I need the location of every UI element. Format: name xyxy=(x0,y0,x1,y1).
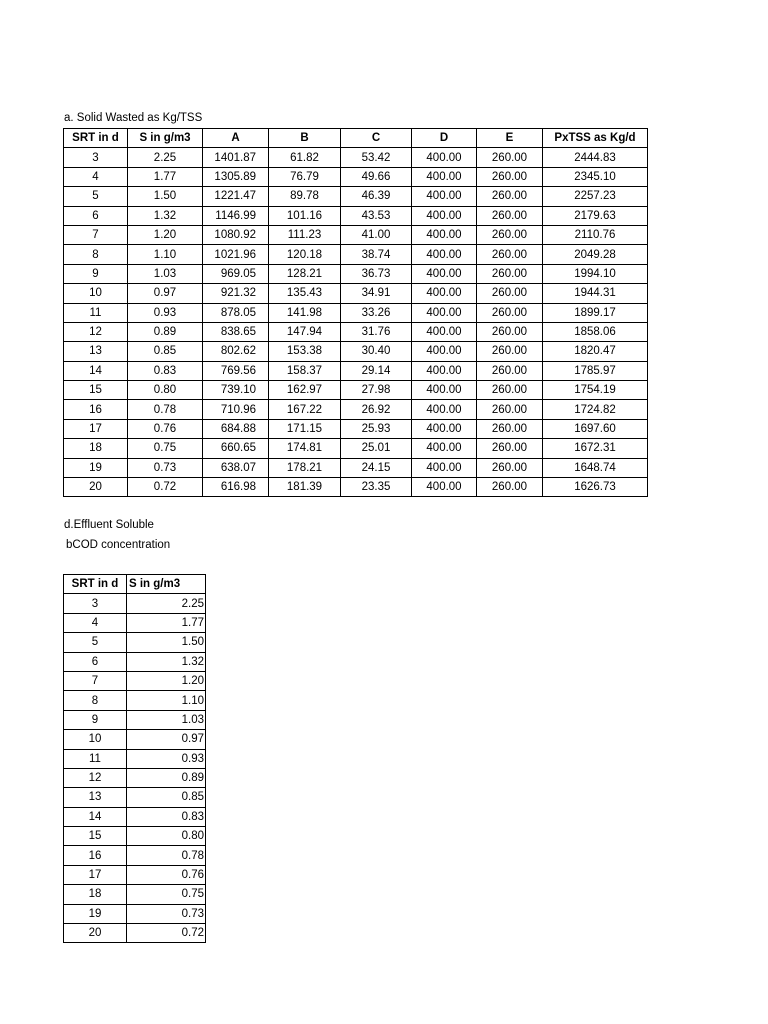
table-row xyxy=(64,652,206,671)
table-row xyxy=(64,245,648,264)
table-cell-srt: 3 xyxy=(64,594,127,613)
table-cell-e: 260.00 xyxy=(477,148,543,167)
table-cell-pxtss: 2179.63 xyxy=(543,206,648,225)
table-cell-b: 101.16 xyxy=(269,206,341,225)
table-cell-d: 400.00 xyxy=(412,478,477,497)
table-cell-c: 24.15 xyxy=(341,458,412,477)
table-cell-s: 0.89 xyxy=(128,322,203,341)
table-cell-srt: 18 xyxy=(64,439,128,458)
table-cell-d: 400.00 xyxy=(412,419,477,438)
table-cell-b: 111.23 xyxy=(269,225,341,244)
table-row xyxy=(64,361,648,380)
table-cell-a: 1305.89 xyxy=(203,167,269,186)
table-cell-s: 1.50 xyxy=(128,187,203,206)
table-cell-d: 400.00 xyxy=(412,458,477,477)
column-header-srt: SRT in d xyxy=(64,575,127,594)
table-row xyxy=(64,187,648,206)
table-cell-s: 0.85 xyxy=(127,788,206,807)
table-row xyxy=(64,303,648,322)
table-cell-s: 1.50 xyxy=(127,633,206,652)
table-cell-e: 260.00 xyxy=(477,187,543,206)
table-row xyxy=(64,788,206,807)
table-cell-a: 710.96 xyxy=(203,400,269,419)
table-cell-c: 33.26 xyxy=(341,303,412,322)
table-cell-s: 0.83 xyxy=(127,807,206,826)
column-header-srt: SRT in d xyxy=(64,129,128,148)
table-cell-srt: 14 xyxy=(64,807,127,826)
table-cell-s: 0.75 xyxy=(128,439,203,458)
table-row xyxy=(64,439,648,458)
table-cell-srt: 20 xyxy=(64,478,128,497)
table-cell-srt: 7 xyxy=(64,671,127,690)
table-cell-s: 2.25 xyxy=(128,148,203,167)
table-cell-srt: 3 xyxy=(64,148,128,167)
effluent-bcod-table xyxy=(63,574,206,943)
table-cell-pxtss: 1626.73 xyxy=(543,478,648,497)
table-cell-srt: 9 xyxy=(64,710,127,729)
table-cell-a: 1221.47 xyxy=(203,187,269,206)
column-header-e: E xyxy=(477,129,543,148)
table-cell-b: 181.39 xyxy=(269,478,341,497)
table-cell-c: 31.76 xyxy=(341,322,412,341)
table-cell-a: 969.05 xyxy=(203,264,269,283)
table-cell-a: 921.32 xyxy=(203,284,269,303)
table-cell-d: 400.00 xyxy=(412,342,477,361)
table-cell-s: 1.10 xyxy=(127,691,206,710)
table-cell-c: 46.39 xyxy=(341,187,412,206)
table-cell-s: 0.78 xyxy=(128,400,203,419)
table-row xyxy=(64,885,206,904)
table-row xyxy=(64,846,206,865)
table-row xyxy=(64,167,648,186)
table-cell-d: 400.00 xyxy=(412,381,477,400)
table-cell-d: 400.00 xyxy=(412,187,477,206)
table-cell-srt: 12 xyxy=(64,768,127,787)
table-row xyxy=(64,730,206,749)
table-cell-s: 1.10 xyxy=(128,245,203,264)
table-cell-pxtss: 1899.17 xyxy=(543,303,648,322)
table-cell-s: 0.73 xyxy=(127,904,206,923)
table-row xyxy=(64,322,648,341)
table-cell-s: 1.03 xyxy=(127,710,206,729)
table-row xyxy=(64,381,648,400)
table-cell-srt: 16 xyxy=(64,846,127,865)
table-cell-c: 27.98 xyxy=(341,381,412,400)
column-header-a: A xyxy=(203,129,269,148)
section-d-subcaption: bCOD concentration xyxy=(66,539,171,551)
table-cell-d: 400.00 xyxy=(412,400,477,419)
table-cell-s: 0.72 xyxy=(127,924,206,943)
table-cell-srt: 6 xyxy=(64,652,127,671)
table-cell-e: 260.00 xyxy=(477,167,543,186)
table-cell-c: 29.14 xyxy=(341,361,412,380)
table-cell-e: 260.00 xyxy=(477,303,543,322)
section-d-caption: d.Effluent Soluble xyxy=(64,519,154,531)
table-cell-b: 158.37 xyxy=(269,361,341,380)
table-cell-s: 0.75 xyxy=(127,885,206,904)
table-cell-srt: 12 xyxy=(64,322,128,341)
table-cell-srt: 19 xyxy=(64,904,127,923)
table-cell-srt: 18 xyxy=(64,885,127,904)
table-cell-srt: 15 xyxy=(64,827,127,846)
table-row xyxy=(64,342,648,361)
table-cell-a: 660.65 xyxy=(203,439,269,458)
table-cell-srt: 13 xyxy=(64,342,128,361)
table-row xyxy=(64,633,206,652)
table-cell-pxtss: 1754.19 xyxy=(543,381,648,400)
table-cell-d: 400.00 xyxy=(412,361,477,380)
table-cell-srt: 20 xyxy=(64,924,127,943)
table-cell-e: 260.00 xyxy=(477,458,543,477)
table-cell-srt: 15 xyxy=(64,381,128,400)
table-cell-s: 0.80 xyxy=(127,827,206,846)
table-cell-s: 1.77 xyxy=(128,167,203,186)
table-cell-b: 128.21 xyxy=(269,264,341,283)
table-cell-a: 1021.96 xyxy=(203,245,269,264)
table-cell-pxtss: 2049.28 xyxy=(543,245,648,264)
table-cell-a: 684.88 xyxy=(203,419,269,438)
table-header-row xyxy=(64,129,648,148)
table-row xyxy=(64,478,648,497)
table-cell-d: 400.00 xyxy=(412,439,477,458)
table-cell-a: 1146.99 xyxy=(203,206,269,225)
table-cell-a: 739.10 xyxy=(203,381,269,400)
table-cell-srt: 17 xyxy=(64,865,127,884)
table-cell-pxtss: 1785.97 xyxy=(543,361,648,380)
table-cell-s: 0.80 xyxy=(128,381,203,400)
table-cell-b: 147.94 xyxy=(269,322,341,341)
table-cell-pxtss: 1820.47 xyxy=(543,342,648,361)
table-cell-s: 0.93 xyxy=(128,303,203,322)
table-cell-e: 260.00 xyxy=(477,245,543,264)
table-cell-s: 1.32 xyxy=(128,206,203,225)
table-cell-pxtss: 1724.82 xyxy=(543,400,648,419)
table-cell-s: 0.78 xyxy=(127,846,206,865)
table-cell-a: 1401.87 xyxy=(203,148,269,167)
table-cell-d: 400.00 xyxy=(412,284,477,303)
table-cell-srt: 6 xyxy=(64,206,128,225)
table-cell-a: 802.62 xyxy=(203,342,269,361)
table-cell-pxtss: 2257.23 xyxy=(543,187,648,206)
table-cell-s: 0.97 xyxy=(127,730,206,749)
table-cell-s: 1.20 xyxy=(128,225,203,244)
table-row xyxy=(64,827,206,846)
table-cell-b: 61.82 xyxy=(269,148,341,167)
table-cell-e: 260.00 xyxy=(477,381,543,400)
table-cell-a: 1080.92 xyxy=(203,225,269,244)
table-cell-b: 167.22 xyxy=(269,400,341,419)
table-cell-a: 616.98 xyxy=(203,478,269,497)
table-cell-c: 34.91 xyxy=(341,284,412,303)
table-cell-s: 1.77 xyxy=(127,613,206,632)
table-cell-e: 260.00 xyxy=(477,322,543,341)
table-row xyxy=(64,613,206,632)
table-cell-d: 400.00 xyxy=(412,206,477,225)
table-cell-c: 26.92 xyxy=(341,400,412,419)
column-header-s: S in g/m3 xyxy=(128,129,203,148)
column-header-c: C xyxy=(341,129,412,148)
section-a-caption: a. Solid Wasted as Kg/TSS xyxy=(64,112,203,124)
table-cell-e: 260.00 xyxy=(477,284,543,303)
table-cell-srt: 10 xyxy=(64,284,128,303)
table-cell-e: 260.00 xyxy=(477,342,543,361)
table-cell-srt: 9 xyxy=(64,264,128,283)
table-cell-a: 769.56 xyxy=(203,361,269,380)
table-row xyxy=(64,225,648,244)
table-cell-s: 0.85 xyxy=(128,342,203,361)
table-cell-pxtss: 1944.31 xyxy=(543,284,648,303)
table-cell-e: 260.00 xyxy=(477,478,543,497)
table-cell-pxtss: 1648.74 xyxy=(543,458,648,477)
table-cell-e: 260.00 xyxy=(477,419,543,438)
table-cell-srt: 5 xyxy=(64,633,127,652)
table-cell-s: 0.93 xyxy=(127,749,206,768)
table-cell-srt: 8 xyxy=(64,691,127,710)
table-cell-d: 400.00 xyxy=(412,245,477,264)
table-cell-d: 400.00 xyxy=(412,264,477,283)
table-row xyxy=(64,749,206,768)
table-row xyxy=(64,671,206,690)
table-cell-c: 25.01 xyxy=(341,439,412,458)
table-cell-s: 0.76 xyxy=(128,419,203,438)
table-cell-srt: 14 xyxy=(64,361,128,380)
table-row xyxy=(64,768,206,787)
table-cell-b: 120.18 xyxy=(269,245,341,264)
table-cell-d: 400.00 xyxy=(412,167,477,186)
table-cell-pxtss: 2444.83 xyxy=(543,148,648,167)
table-cell-srt: 5 xyxy=(64,187,128,206)
table-cell-a: 638.07 xyxy=(203,458,269,477)
table-row xyxy=(64,904,206,923)
table-row xyxy=(64,807,206,826)
table-cell-b: 76.79 xyxy=(269,167,341,186)
column-header-d: D xyxy=(412,129,477,148)
table-cell-srt: 11 xyxy=(64,303,128,322)
table-cell-pxtss: 1994.10 xyxy=(543,264,648,283)
column-header-b: B xyxy=(269,129,341,148)
table-row xyxy=(64,710,206,729)
table-cell-c: 30.40 xyxy=(341,342,412,361)
table-cell-b: 178.21 xyxy=(269,458,341,477)
table-cell-srt: 19 xyxy=(64,458,128,477)
column-header-s: S in g/m3 xyxy=(127,575,206,594)
table-row xyxy=(64,284,648,303)
table-row xyxy=(64,148,648,167)
table-cell-pxtss: 1672.31 xyxy=(543,439,648,458)
table-cell-b: 171.15 xyxy=(269,419,341,438)
table-cell-c: 43.53 xyxy=(341,206,412,225)
table-cell-pxtss: 2345.10 xyxy=(543,167,648,186)
table-cell-s: 2.25 xyxy=(127,594,206,613)
table-cell-c: 41.00 xyxy=(341,225,412,244)
table-cell-s: 0.76 xyxy=(127,865,206,884)
table-row xyxy=(64,865,206,884)
table-cell-d: 400.00 xyxy=(412,322,477,341)
column-header-pxtss: PxTSS as Kg/d xyxy=(543,129,648,148)
table-cell-srt: 17 xyxy=(64,419,128,438)
table-row xyxy=(64,691,206,710)
table-cell-b: 135.43 xyxy=(269,284,341,303)
table-row xyxy=(64,206,648,225)
table-cell-c: 38.74 xyxy=(341,245,412,264)
table-cell-b: 174.81 xyxy=(269,439,341,458)
table-cell-e: 260.00 xyxy=(477,439,543,458)
table-cell-s: 1.03 xyxy=(128,264,203,283)
table-cell-pxtss: 1697.60 xyxy=(543,419,648,438)
table-cell-s: 0.83 xyxy=(128,361,203,380)
table-cell-a: 878.05 xyxy=(203,303,269,322)
table-cell-e: 260.00 xyxy=(477,225,543,244)
table-row xyxy=(64,924,206,943)
table-cell-c: 23.35 xyxy=(341,478,412,497)
table-cell-srt: 7 xyxy=(64,225,128,244)
table-cell-e: 260.00 xyxy=(477,361,543,380)
table-cell-e: 260.00 xyxy=(477,264,543,283)
table-cell-d: 400.00 xyxy=(412,148,477,167)
table-cell-srt: 10 xyxy=(64,730,127,749)
table-cell-a: 838.65 xyxy=(203,322,269,341)
table-cell-s: 0.72 xyxy=(128,478,203,497)
table-cell-c: 49.66 xyxy=(341,167,412,186)
table-cell-pxtss: 2110.76 xyxy=(543,225,648,244)
table-cell-srt: 4 xyxy=(64,167,128,186)
table-cell-pxtss: 1858.06 xyxy=(543,322,648,341)
table-header-row xyxy=(64,575,206,594)
table-cell-d: 400.00 xyxy=(412,303,477,322)
table-cell-b: 153.38 xyxy=(269,342,341,361)
table-cell-b: 162.97 xyxy=(269,381,341,400)
table-cell-b: 89.78 xyxy=(269,187,341,206)
table-cell-c: 36.73 xyxy=(341,264,412,283)
table-cell-srt: 11 xyxy=(64,749,127,768)
table-row xyxy=(64,264,648,283)
table-cell-c: 53.42 xyxy=(341,148,412,167)
table-cell-srt: 16 xyxy=(64,400,128,419)
table-cell-c: 25.93 xyxy=(341,419,412,438)
table-cell-srt: 8 xyxy=(64,245,128,264)
table-cell-srt: 13 xyxy=(64,788,127,807)
table-row xyxy=(64,419,648,438)
table-cell-s: 0.73 xyxy=(128,458,203,477)
table-cell-d: 400.00 xyxy=(412,225,477,244)
solid-wasted-table xyxy=(63,128,648,497)
table-cell-e: 260.00 xyxy=(477,400,543,419)
table-cell-b: 141.98 xyxy=(269,303,341,322)
table-cell-s: 1.20 xyxy=(127,671,206,690)
table-cell-s: 1.32 xyxy=(127,652,206,671)
table-row xyxy=(64,594,206,613)
table-cell-e: 260.00 xyxy=(477,206,543,225)
table-row xyxy=(64,458,648,477)
table-cell-s: 0.89 xyxy=(127,768,206,787)
table-cell-srt: 4 xyxy=(64,613,127,632)
table-row xyxy=(64,400,648,419)
table-cell-s: 0.97 xyxy=(128,284,203,303)
